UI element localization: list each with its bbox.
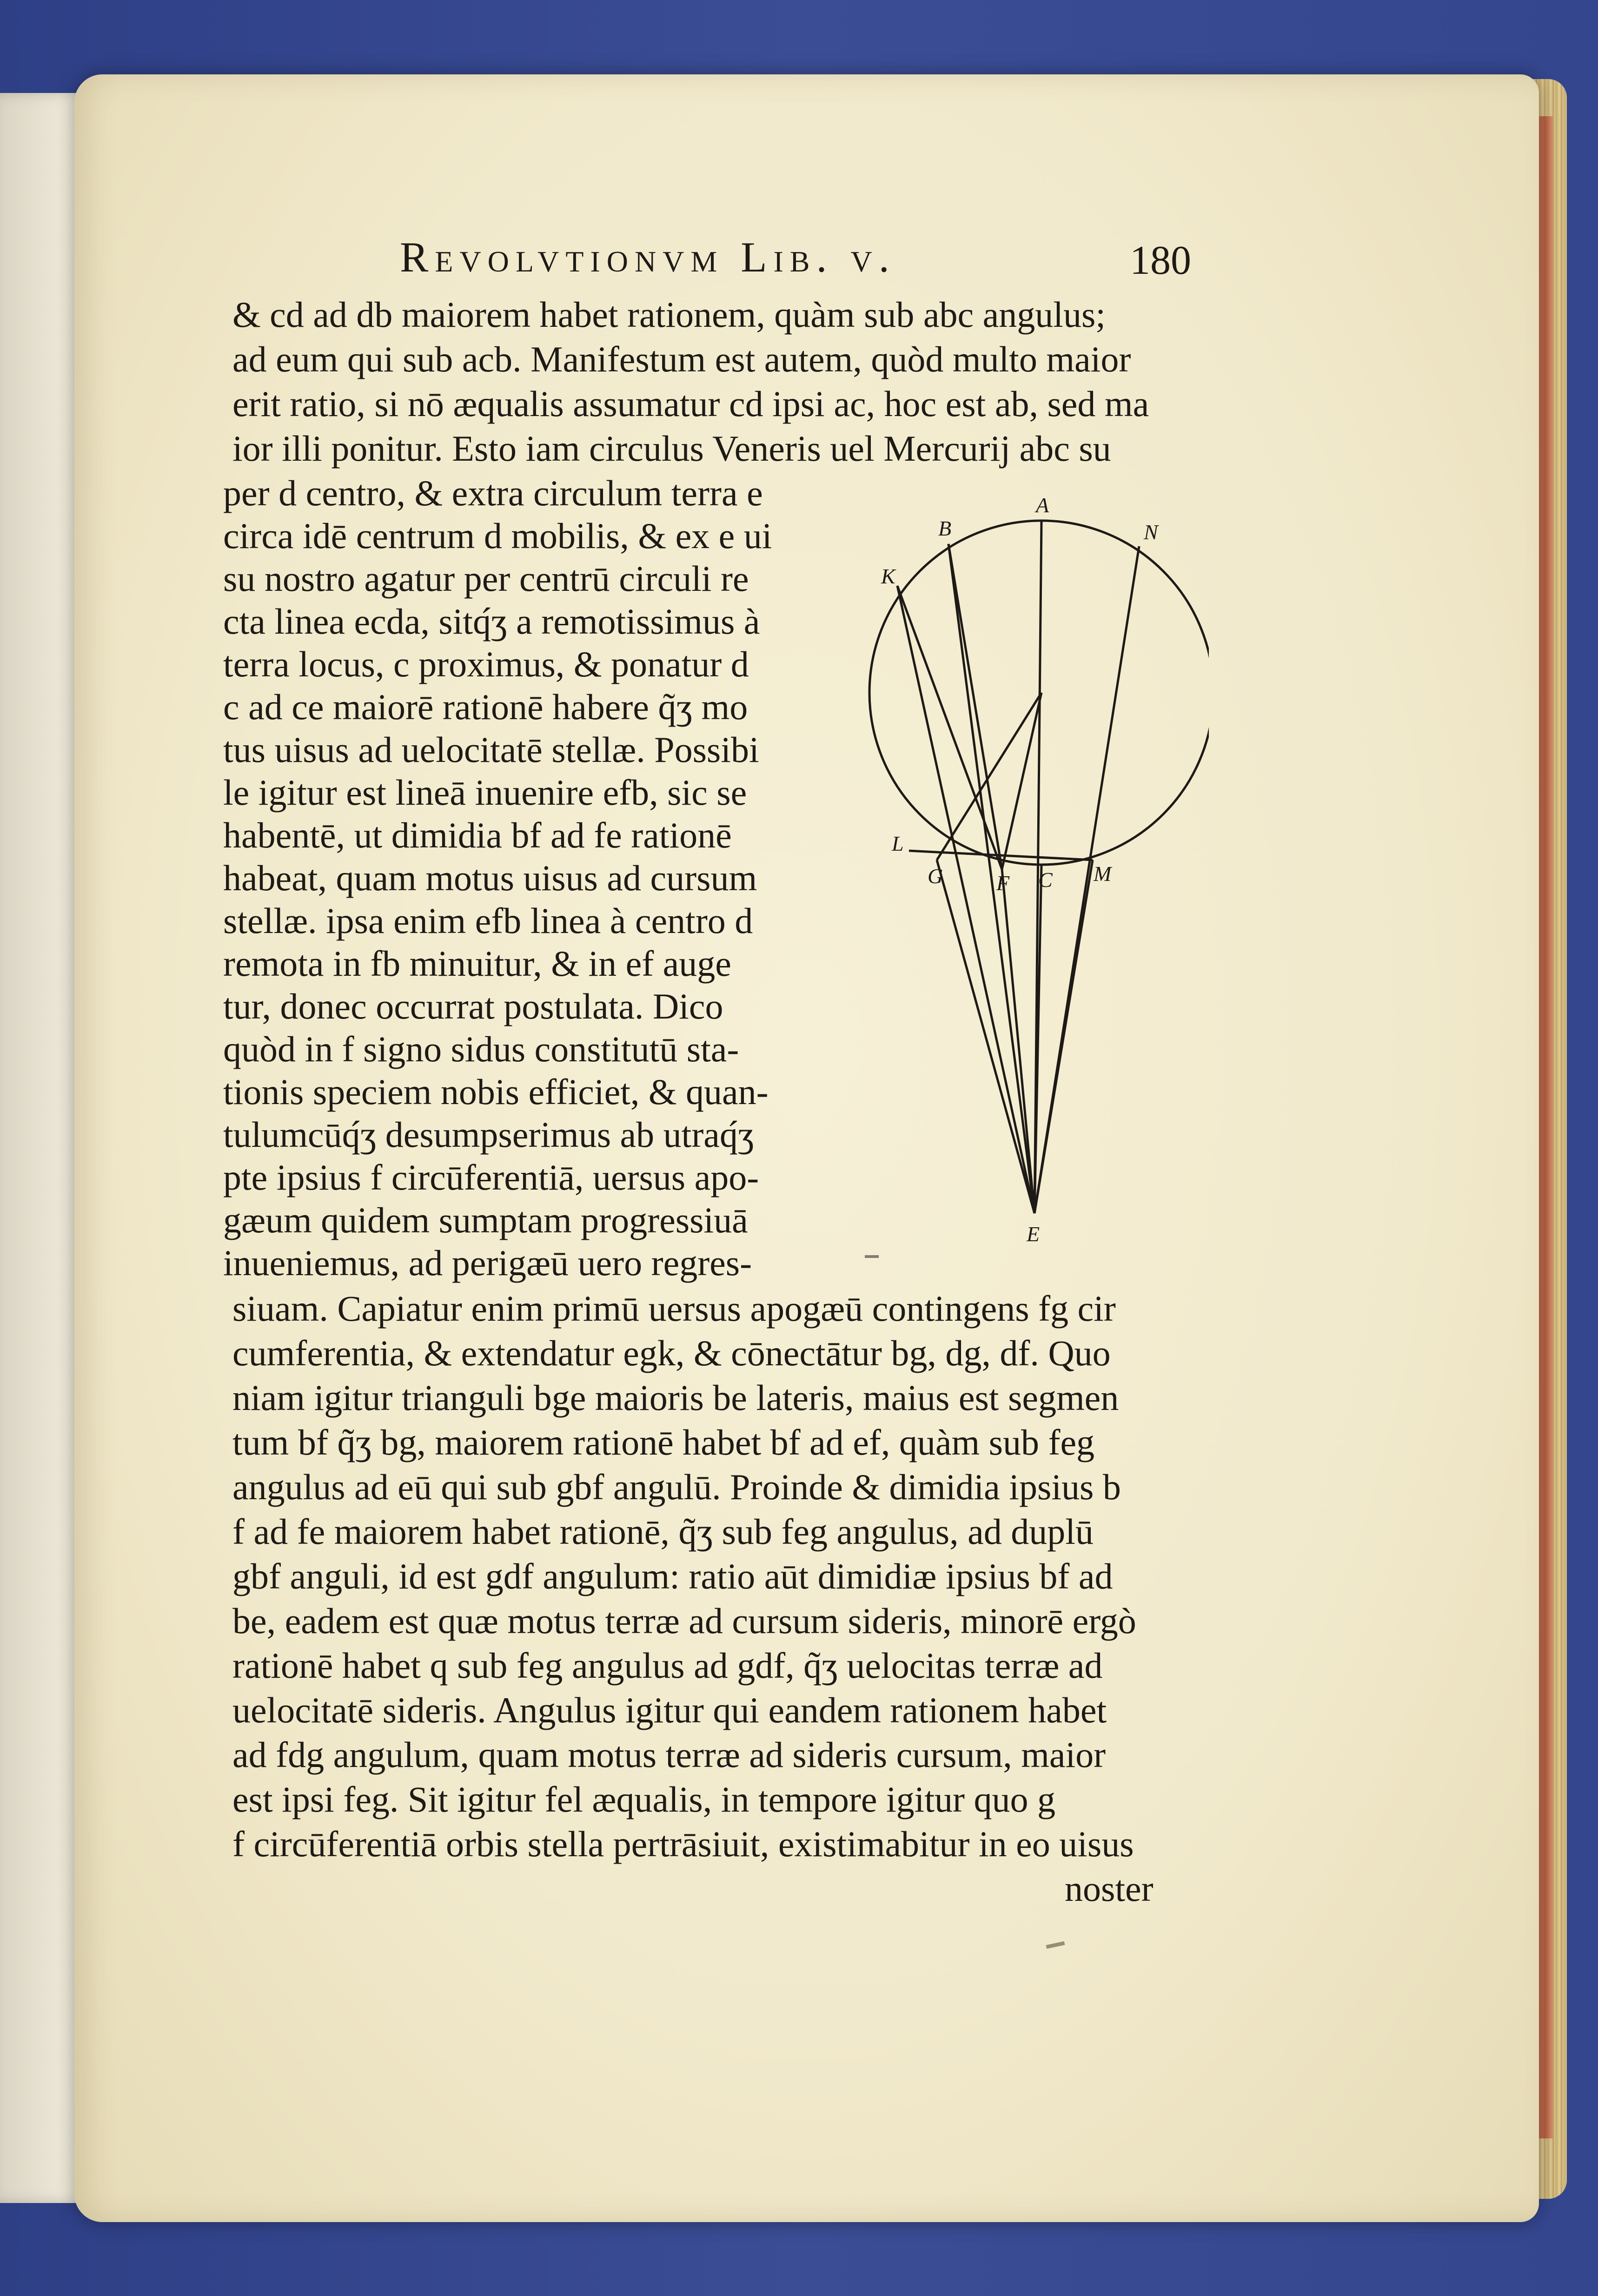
text-line: tionis speciem nobis efficiet, & quan-: [223, 1072, 769, 1112]
text-line: & cd ad db maiorem habet rationem, quàm sub abc angulus;: [232, 294, 1106, 335]
text-line: inueniemus, ad perigæū uero regres-: [223, 1243, 752, 1283]
text-line: be, eadem est quæ motus terræ ad cursum sideris, minorē ergò: [232, 1601, 1136, 1641]
text-line: su nostro agatur per centrū circuli re: [223, 558, 749, 599]
text-line: terra locus, c proximus, & ponatur d: [223, 644, 749, 684]
text-line: quòd in f signo sidus constitutū sta-: [223, 1029, 739, 1069]
ink-mark: [865, 1255, 879, 1258]
text-line: uelocitatē sideris. Angulus igitur qui eandem rationem habet: [232, 1690, 1107, 1730]
text-line: f circūferentiā orbis stella pertrāsiuit, existimabitur in eo uisus: [232, 1824, 1134, 1864]
text-line: niam igitur trianguli bge maioris be lateris, maius est segmen: [232, 1377, 1119, 1418]
text-line: circa idē centrum d mobilis, & ex e ui: [223, 516, 772, 556]
text-line: ad eum qui sub acb. Manifestum est autem, quòd multo maior: [232, 339, 1131, 379]
text-line: cumferentia, & extendatur egk, & cōnectātur bg, dg, df. Quo: [232, 1333, 1111, 1373]
text-line: gæum quidem sumptam progressiuā: [223, 1200, 748, 1240]
text-line: c ad ce maiorē rationē habere q̃ʒ mo: [223, 687, 748, 727]
label-K: K: [881, 564, 895, 588]
geometric-diagram: [855, 493, 1209, 1251]
text-line: tus uisus ad uelocitatē stellæ. Possibi: [223, 729, 759, 770]
text-line: tum bf q̃ʒ bg, maiorem rationē habet bf ad ef, quàm sub feg: [232, 1422, 1095, 1462]
running-head: Revolvtionvm Lib. v.: [400, 233, 896, 281]
line-D-F: [1002, 693, 1041, 869]
text-line: f ad fe maiorem habet rationē, q̃ʒ sub feg angulus, ad duplū: [232, 1511, 1094, 1552]
label-G: G: [928, 864, 943, 888]
text-line: stellæ. ipsa enim efb linea à centro d: [223, 900, 753, 941]
label-E: E: [1027, 1222, 1040, 1246]
label-B: B: [938, 516, 952, 540]
text-line: per d centro, & extra circulum terra e: [223, 473, 763, 513]
line-E-F: [1002, 869, 1034, 1213]
catchword: noster: [1065, 1868, 1154, 1909]
text-line: ad fdg angulum, quam motus terræ ad sideris cursum, maior: [232, 1734, 1106, 1775]
text-line: siuam. Capiatur enim primū uersus apogæū contingens fg cir: [232, 1288, 1116, 1329]
text-line: tulumcūq́ʒ desumpserimus ab utraq́ʒ: [223, 1114, 754, 1155]
text-line: habeat, quam motus uisus ad cursum: [223, 858, 757, 898]
label-N: N: [1144, 520, 1158, 544]
line-B-F: [948, 544, 1002, 869]
text-line: ior illi ponitur. Esto iam circulus Veneris uel Mercurij abc su: [232, 428, 1111, 469]
line-E-M: [1034, 860, 1093, 1213]
line-E-G: [937, 860, 1034, 1213]
label-L: L: [892, 832, 904, 855]
text-line: tur, donec occurrat postulata. Dico: [223, 986, 723, 1026]
text-line: rationē habet q sub feg angulus ad gdf, q̃ʒ uelocitas terræ ad: [232, 1645, 1103, 1686]
label-C: C: [1038, 868, 1053, 892]
text-line: habentē, ut dimidia bf ad fe rationē: [223, 815, 732, 855]
text-line: gbf anguli, id est gdf angulum: ratio aūt dimidiæ ipsius bf ad: [232, 1556, 1113, 1596]
text-line: angulus ad eū qui sub gbf angulū. Proinde & dimidia ipsius b: [232, 1467, 1121, 1507]
text-line: remota in fb minuitur, & in ef auge: [223, 943, 731, 984]
text-line: erit ratio, si nō æqualis assumatur cd ipsi ac, hoc est ab, sed ma: [232, 384, 1149, 424]
text-line: cta linea ecda, sitq́ʒ a remotissimus à: [223, 601, 760, 642]
page-number: 180: [1130, 238, 1191, 283]
text-line: le igitur est lineā inuenire efb, sic se: [223, 772, 747, 813]
text-line: est ipsi feg. Sit igitur fel æqualis, in tempore igitur quo g: [232, 1779, 1055, 1820]
label-M: M: [1094, 862, 1112, 886]
text-line: pte ipsius f circūferentiā, uersus apo-: [223, 1157, 759, 1198]
label-F: F: [996, 871, 1010, 895]
label-A: A: [1036, 493, 1049, 517]
